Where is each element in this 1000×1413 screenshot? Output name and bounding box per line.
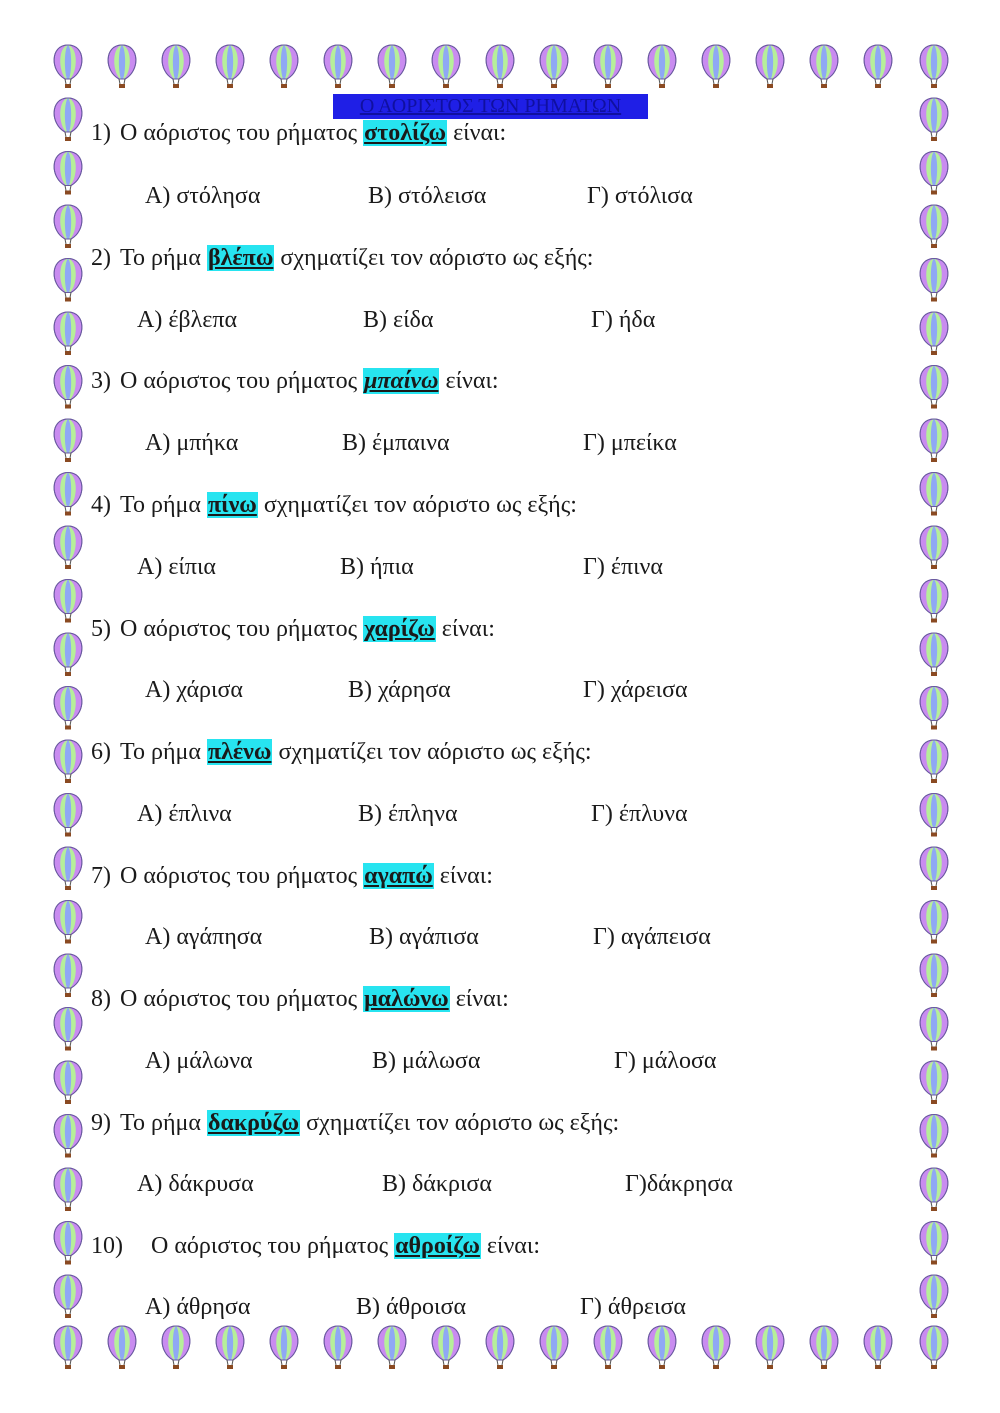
question-1 xyxy=(91,118,506,148)
hot-air-balloon-icon xyxy=(378,1326,406,1369)
hot-air-balloon-icon xyxy=(702,1326,730,1369)
hot-air-balloon-icon xyxy=(54,473,82,516)
hot-air-balloon-icon xyxy=(920,152,948,195)
question-number: 4) xyxy=(91,492,111,518)
hot-air-balloon-icon xyxy=(540,45,568,88)
question-text-end: είναι: xyxy=(453,120,507,146)
hot-air-balloon-icon xyxy=(864,45,892,88)
question-text-end: σχηματίζει τον αόριστο ως εξής: xyxy=(278,739,592,765)
hot-air-balloon-icon xyxy=(920,419,948,462)
hot-air-balloon-icon xyxy=(54,847,82,890)
hot-air-balloon-icon xyxy=(54,152,82,195)
hot-air-balloon-icon xyxy=(920,205,948,248)
hot-air-balloon-icon xyxy=(54,1275,82,1318)
answer-option-c[interactable]: Γ) μάλοσα xyxy=(614,1048,717,1074)
answer-option-b[interactable]: Β) δάκρισα xyxy=(382,1171,492,1197)
hot-air-balloon-icon xyxy=(920,580,948,623)
answer-option-b[interactable]: Β) μάλωσα xyxy=(372,1048,481,1074)
question-text-end: είναι: xyxy=(439,863,493,889)
hot-air-balloon-icon xyxy=(920,1326,948,1369)
hot-air-balloon-icon xyxy=(216,45,244,88)
hot-air-balloon-icon xyxy=(108,1326,136,1369)
answer-option-c[interactable]: Γ) έπλυνα xyxy=(591,801,688,827)
question-text-end: σχηματίζει τον αόριστο ως εξής: xyxy=(280,245,594,271)
hot-air-balloon-icon xyxy=(920,259,948,302)
verb-highlight: αθροίζω xyxy=(395,1233,480,1259)
verb-highlight: δακρύζω xyxy=(207,1110,300,1136)
hot-air-balloon-icon xyxy=(324,1326,352,1369)
answer-option-b[interactable]: Β) χάρησα xyxy=(348,677,451,703)
answer-option-a[interactable]: Α) στόλησα xyxy=(145,183,261,209)
question-4 xyxy=(91,490,577,520)
answer-option-b[interactable]: Β) έμπαινα xyxy=(342,430,450,456)
hot-air-balloon-icon xyxy=(648,1326,676,1369)
question-number: 2) xyxy=(91,245,111,271)
hot-air-balloon-icon xyxy=(810,45,838,88)
question-text: Το ρήμα xyxy=(120,1110,201,1136)
hot-air-balloon-icon xyxy=(920,954,948,997)
hot-air-balloon-icon xyxy=(432,1326,460,1369)
hot-air-balloon-icon xyxy=(54,794,82,837)
hot-air-balloon-icon xyxy=(540,1326,568,1369)
answer-option-a[interactable]: Α) αγάπησα xyxy=(145,924,263,950)
verb-highlight: πλένω xyxy=(207,739,272,765)
verb-highlight: στολίζω xyxy=(364,120,447,146)
hot-air-balloon-icon xyxy=(54,419,82,462)
answer-option-a[interactable]: Α) δάκρυσα xyxy=(137,1171,254,1197)
hot-air-balloon-icon xyxy=(920,1222,948,1265)
hot-air-balloon-icon xyxy=(54,366,82,409)
worksheet-title: Ο ΑΟΡΙΣΤΟΣ ΤΩΝ ΡΗΜΑΤΩΝ xyxy=(333,94,648,119)
question-text: Το ρήμα xyxy=(120,492,201,518)
hot-air-balloon-icon xyxy=(54,633,82,676)
question-9 xyxy=(91,1108,619,1138)
hot-air-balloon-icon xyxy=(920,633,948,676)
hot-air-balloon-icon xyxy=(702,45,730,88)
hot-air-balloon-icon xyxy=(648,45,676,88)
hot-air-balloon-icon xyxy=(54,1115,82,1158)
verb-highlight: μαλώνω xyxy=(364,986,449,1012)
question-8 xyxy=(91,984,509,1014)
hot-air-balloon-icon xyxy=(920,740,948,783)
answer-option-c[interactable]: Γ) χάρεισα xyxy=(583,677,688,703)
hot-air-balloon-icon xyxy=(162,1326,190,1369)
question-number: 5) xyxy=(91,616,111,642)
hot-air-balloon-icon xyxy=(54,98,82,141)
hot-air-balloon-icon xyxy=(920,687,948,730)
hot-air-balloon-icon xyxy=(378,45,406,88)
question-text: Ο αόριστος του ρήματος xyxy=(151,1233,389,1259)
question-3 xyxy=(91,366,499,396)
question-text: Ο αόριστος του ρήματος xyxy=(120,368,358,394)
answer-option-b[interactable]: Β) άθροισα xyxy=(356,1294,467,1320)
question-number: 1) xyxy=(91,120,111,146)
answer-option-c[interactable]: Γ) άθρεισα xyxy=(580,1294,686,1320)
question-number: 7) xyxy=(91,863,111,889)
question-5 xyxy=(91,614,495,644)
question-number: 3) xyxy=(91,368,111,394)
question-number: 6) xyxy=(91,739,111,765)
answer-option-a[interactable]: Α) χάρισα xyxy=(145,677,243,703)
question-text: Το ρήμα xyxy=(120,739,201,765)
question-text-end: είναι: xyxy=(445,368,499,394)
answer-option-c[interactable]: Γ) μπείκα xyxy=(583,430,677,456)
question-text-end: είναι: xyxy=(455,986,509,1012)
hot-air-balloon-icon xyxy=(864,1326,892,1369)
answer-option-b[interactable]: Β) ήπια xyxy=(340,554,414,580)
verb-highlight: χαρίζω xyxy=(364,616,435,642)
hot-air-balloon-icon xyxy=(216,1326,244,1369)
hot-air-balloon-icon xyxy=(54,312,82,355)
hot-air-balloon-icon xyxy=(486,1326,514,1369)
answer-option-c[interactable]: Γ)δάκρησα xyxy=(625,1171,733,1197)
hot-air-balloon-icon xyxy=(920,1061,948,1104)
verb-highlight: μπαίνω xyxy=(364,368,439,394)
hot-air-balloon-icon xyxy=(920,1008,948,1051)
question-number: 8) xyxy=(91,986,111,1012)
answer-option-c[interactable]: Γ) ήδα xyxy=(591,307,656,333)
answer-option-b[interactable]: Β) αγάπισα xyxy=(369,924,479,950)
question-7 xyxy=(91,861,493,891)
question-6 xyxy=(91,737,592,767)
question-text-end: είναι: xyxy=(441,616,495,642)
hot-air-balloon-icon xyxy=(920,1115,948,1158)
question-number: 9) xyxy=(91,1110,111,1136)
answer-option-a[interactable]: Α) μπήκα xyxy=(145,430,239,456)
hot-air-balloon-icon xyxy=(810,1326,838,1369)
question-text: Ο αόριστος του ρήματος xyxy=(120,616,358,642)
hot-air-balloon-icon xyxy=(920,473,948,516)
hot-air-balloon-icon xyxy=(920,312,948,355)
hot-air-balloon-icon xyxy=(108,45,136,88)
verb-highlight: βλέπω xyxy=(207,245,274,271)
hot-air-balloon-icon xyxy=(920,1275,948,1318)
hot-air-balloon-icon xyxy=(432,45,460,88)
answer-option-a[interactable]: Α) μάλωνα xyxy=(145,1048,253,1074)
question-10 xyxy=(91,1231,540,1261)
hot-air-balloon-icon xyxy=(920,901,948,944)
hot-air-balloon-icon xyxy=(54,1061,82,1104)
answer-option-b[interactable]: Β) στόλεισα xyxy=(368,183,487,209)
question-text: Το ρήμα xyxy=(120,245,201,271)
hot-air-balloon-icon xyxy=(54,1008,82,1051)
hot-air-balloon-icon xyxy=(756,1326,784,1369)
answer-option-c[interactable]: Γ) αγάπεισα xyxy=(593,924,711,950)
answer-option-b[interactable]: Β) είδα xyxy=(363,307,434,333)
hot-air-balloon-icon xyxy=(54,580,82,623)
answer-option-a[interactable]: Α) έπλινα xyxy=(137,801,232,827)
question-number: 10) xyxy=(91,1233,123,1259)
hot-air-balloon-icon xyxy=(920,847,948,890)
answer-option-c[interactable]: Γ) έπινα xyxy=(583,554,663,580)
hot-air-balloon-icon xyxy=(920,98,948,141)
hot-air-balloon-icon xyxy=(54,205,82,248)
hot-air-balloon-icon xyxy=(486,45,514,88)
question-text: Ο αόριστος του ρήματος xyxy=(120,120,358,146)
hot-air-balloon-icon xyxy=(54,526,82,569)
hot-air-balloon-icon xyxy=(54,687,82,730)
question-text-end: σχηματίζει τον αόριστο ως εξής: xyxy=(263,492,577,518)
hot-air-balloon-icon xyxy=(920,366,948,409)
hot-air-balloon-icon xyxy=(54,1326,82,1369)
hot-air-balloon-icon xyxy=(270,1326,298,1369)
hot-air-balloon-icon xyxy=(54,45,82,88)
hot-air-balloon-icon xyxy=(54,901,82,944)
hot-air-balloon-icon xyxy=(920,526,948,569)
answer-option-c[interactable]: Γ) στόλισα xyxy=(587,183,693,209)
answer-option-a[interactable]: Α) έβλεπα xyxy=(137,307,238,333)
question-text: Ο αόριστος του ρήματος xyxy=(120,986,358,1012)
hot-air-balloon-icon xyxy=(54,1168,82,1211)
hot-air-balloon-icon xyxy=(920,1168,948,1211)
question-2 xyxy=(91,243,593,273)
hot-air-balloon-icon xyxy=(594,1326,622,1369)
verb-highlight: πίνω xyxy=(207,492,257,518)
hot-air-balloon-icon xyxy=(54,1222,82,1265)
verb-highlight: αγαπώ xyxy=(364,863,433,889)
hot-air-balloon-icon xyxy=(270,45,298,88)
question-text-end: είναι: xyxy=(486,1233,541,1259)
hot-air-balloon-icon xyxy=(756,45,784,88)
answer-option-a[interactable]: Α) άθρησα xyxy=(145,1294,251,1320)
hot-air-balloon-icon xyxy=(54,954,82,997)
hot-air-balloon-icon xyxy=(54,740,82,783)
hot-air-balloon-icon xyxy=(594,45,622,88)
question-text-end: σχηματίζει τον αόριστο ως εξής: xyxy=(306,1110,620,1136)
hot-air-balloon-icon xyxy=(920,794,948,837)
question-text: Ο αόριστος του ρήματος xyxy=(120,863,358,889)
hot-air-balloon-icon xyxy=(54,259,82,302)
hot-air-balloon-icon xyxy=(920,45,948,88)
answer-option-b[interactable]: Β) έπληνα xyxy=(358,801,458,827)
answer-option-a[interactable]: Α) είπια xyxy=(137,554,217,580)
hot-air-balloon-icon xyxy=(162,45,190,88)
hot-air-balloon-icon xyxy=(324,45,352,88)
